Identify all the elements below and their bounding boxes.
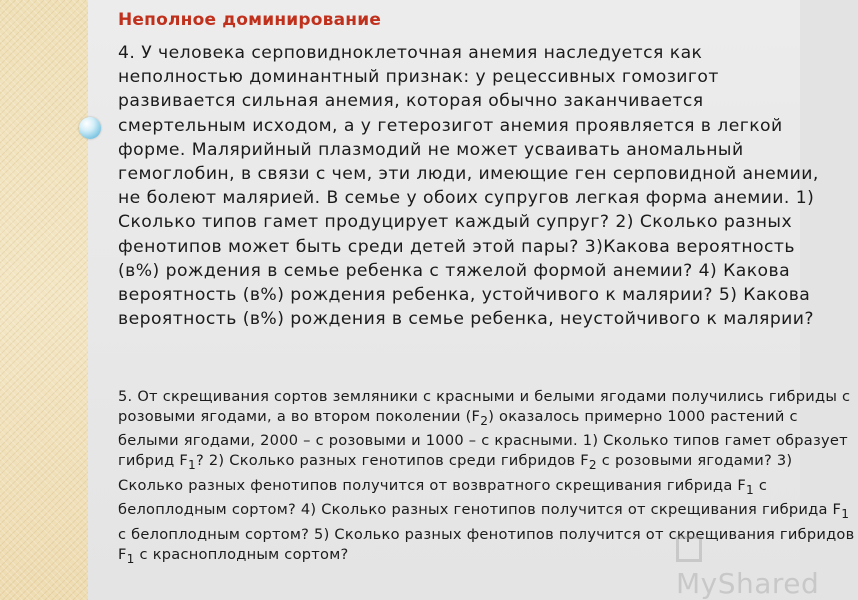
q5-part-3: ? 2) Сколько разных генотипов среди гибридов F [196,452,589,470]
decorative-side-strip [0,0,88,600]
q5-subscript-2: 1 [188,457,197,472]
slide-title: Неполное доминирование [118,10,382,30]
decorative-orb-icon [79,117,101,139]
q5-part-7: с красноплодным сортом? [134,545,349,563]
q5-part-5: с белоплодным сортом? 4) Сколько разных генотипов получится от скрещивания гибрида F [118,476,842,519]
q5-part-6: с белоплодным сортом? 5) Сколько разных фенотипов получится от скрещивания гибридов F [118,525,855,563]
q5-part-1: 5. От скрещивания сортов земляники с красными и белыми ягодами получились гибриды с розовыми ягодами, а во втором поколении (F [118,388,851,425]
question-4-text: 4. У человека серповидноклеточная анемия наследуется как неполностью доминантный признак: у рецессивных гомозигот развивается сильная анемия, которая обычно заканчивается смертельным исходом, а у гетерозигот анемия проявляется в легкой форме. Малярийный плазмодий не может усваивать аномальный гемоглобин, в связи с чем, эти люди, имеющие ген серповидной анемии, не болеют малярией. В семье у обоих супругов легкая форма анемии. 1) Сколько типов гамет продуцирует каждый супруг? 2) Сколько разных фенотипов может быть среди детей этой пары? 3)Какова вероятность (в%) рождения в семье ребенка с тяжелой формой анемии? 4) Какова вероятность (в%) рождения ребенка, устойчивого к малярии? 5) Какова вероятность (в%) рождения в семье ребенка, неустойчивого к малярии? [118,43,819,330]
q5-part-4: с розовыми ягодами? 3) Сколько разных фенотипов получится от возвратного скрещивания гибрида F [118,452,793,494]
q5-subscript-5: 1 [841,507,850,522]
slide [88,0,855,600]
q5-subscript-1: 2 [480,413,489,428]
q5-subscript-3: 2 [588,457,597,472]
watermark-logo-icon [676,536,702,562]
watermark-text: MyShared [676,567,820,600]
watermark [676,534,819,600]
q5-subscript-6: 1 [126,551,135,566]
q5-subscript-4: 1 [746,482,755,497]
q5-part-2: ) оказалось примерно 1000 растений с белыми ягодами, 2000 – с розовыми и 1000 – с красными. 1) Сколько типов гамет образует гибрид F [118,407,848,470]
